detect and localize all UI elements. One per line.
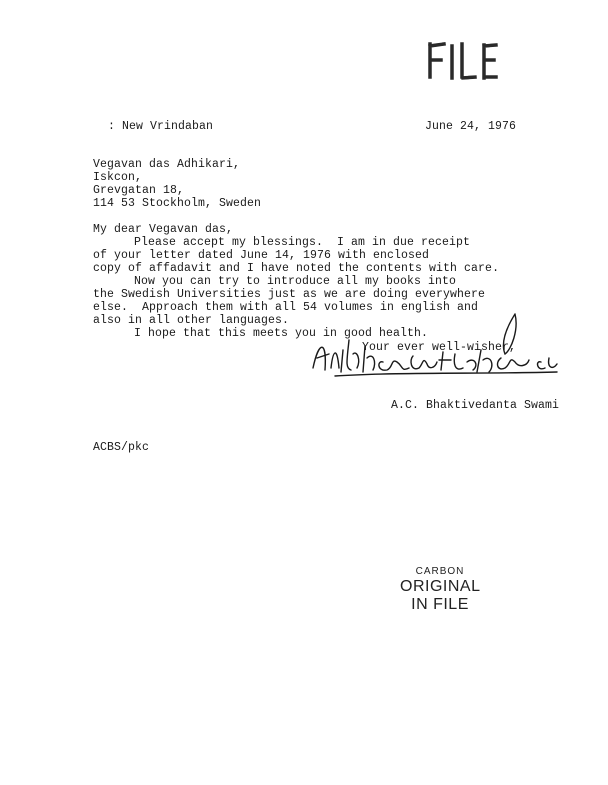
salutation: My dear Vegavan das, [93,223,234,236]
recipient-city: 114 53 Stockholm, Sweden [93,197,262,210]
body-line: copy of affadavit and I have noted the contents with care. [93,262,500,275]
letter-date: June 24, 1976 [425,120,517,133]
in-file-label: IN FILE [411,596,469,613]
sender-location: : New Vrindaban [108,120,214,133]
original-label: ORIGINAL [400,578,481,595]
body-line: also in all other languages. [93,314,290,327]
signer-name: A.C. Bhaktivedanta Swami [391,399,560,412]
body-line: Now you can try to introduce all my books into [134,275,457,288]
recipient-name: Vegavan das Adhikari, [93,158,241,171]
carbon-original-stamp [400,565,480,614]
body-line: I hope that this meets you in good health. [134,327,429,340]
file-stamp-mark [418,36,498,84]
body-line: else. Approach them with all 54 volumes in english and [93,301,479,314]
body-line: of your letter dated June 14, 1976 with enclosed [93,249,430,262]
body-line: the Swedish Universities just as we are doing everywhere [93,288,486,301]
carbon-label: CARBON [415,566,465,577]
recipient-org: Iskcon, [93,171,143,184]
reference-initials: ACBS/pkc [93,441,150,454]
body-line: Please accept my blessings. I am in due receipt [134,236,471,249]
recipient-street: Grevgatan 18, [93,184,185,197]
valediction: Your ever well-wisher, [362,341,517,354]
handwritten-signature [305,310,565,390]
